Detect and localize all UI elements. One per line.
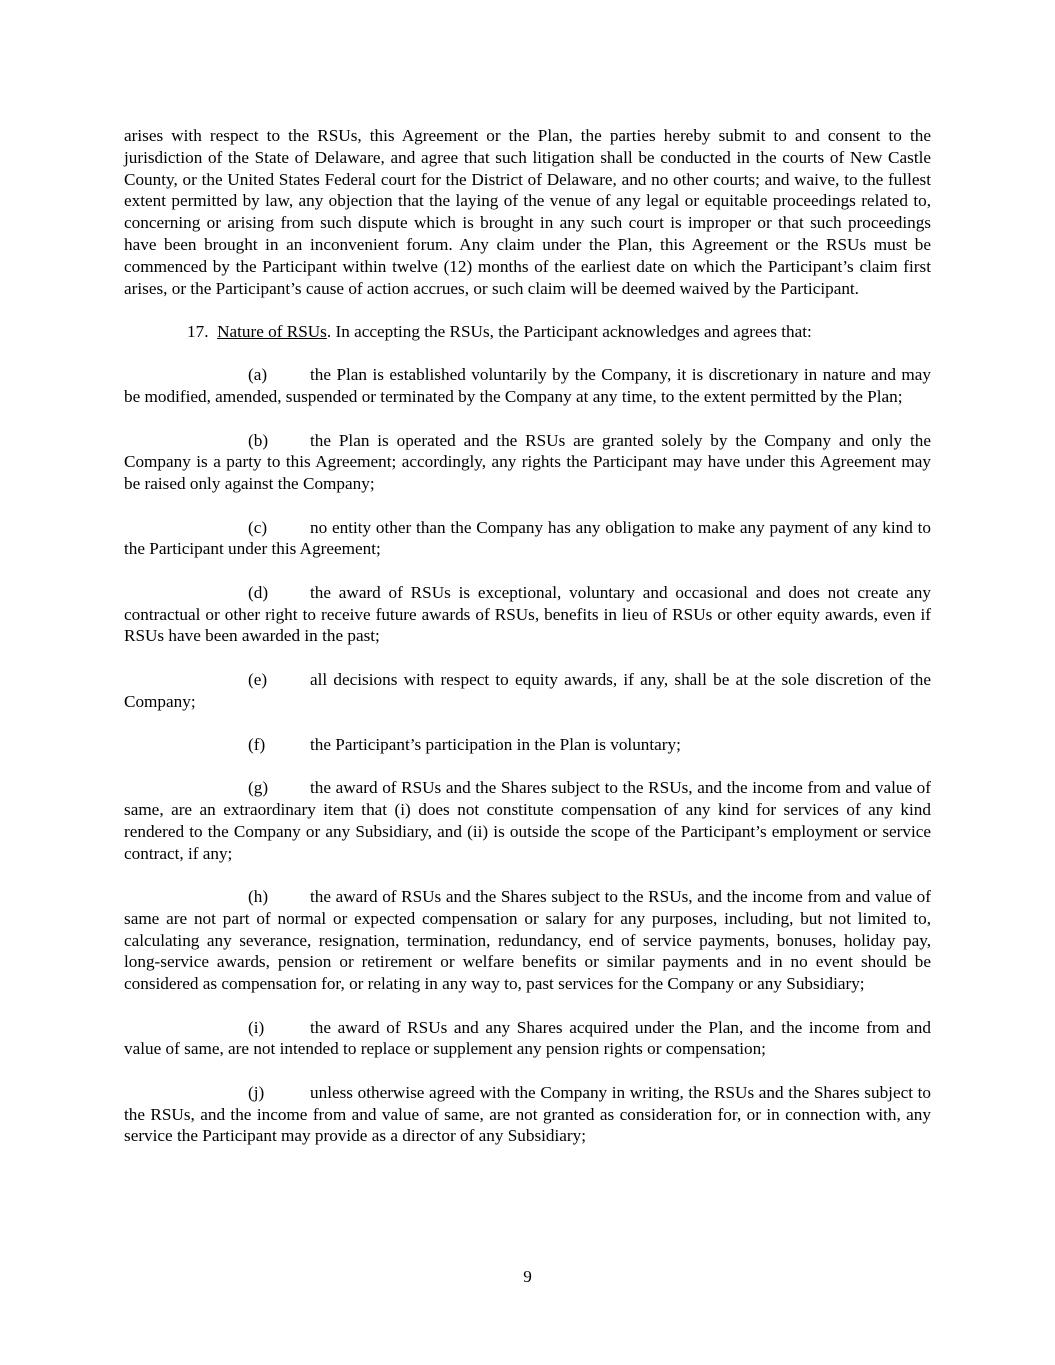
list-item-f: [124, 734, 931, 756]
item-text: the award of RSUs and the Shares subject to the RSUs, and the income from and value of same are not part of normal or expected compensation or salary for any purposes, including, but not limited to, calculating any severance, resignation, termination, redundancy, end of service payments, bonuses, holiday pay, long-service awards, pension or retirement or welfare benefits or similar payments and in no event should be considered as compensation for, or relating in any way to, past services for the Company or any Subsidiary;: [124, 887, 931, 994]
list-item-c: [124, 517, 931, 561]
item-text: unless otherwise agreed with the Company in writing, the RSUs and the Shares subject to the RSUs, and the income from and value of same, are not granted as consideration for, or in connection with, any service the Participant may provide as a director of any Subsidiary;: [124, 1082, 931, 1146]
document-body: [124, 125, 931, 1169]
section-intro: . In accepting the RSUs, the Participant acknowledges and agrees that:: [326, 321, 812, 341]
item-label: (j): [248, 1082, 265, 1102]
item-label: (c): [248, 517, 268, 537]
list-item-g: [124, 777, 931, 864]
list-item-h: [124, 886, 931, 995]
item-text: the Plan is established voluntarily by the Company, it is discretionary in nature and may be modified, amended, suspended or terminated by the Company at any time, to the extent permitted by the Plan;: [124, 365, 931, 407]
item-label: (g): [248, 778, 269, 798]
item-text: the award of RSUs and the Shares subject to the RSUs, and the income from and value of same, are an extraordinary item that (i) does not constitute compensation of any kind for services of any kind rendered to the Company or any Subsidiary, and (ii) is outside the scope of the Participant’s employment or service contract, if any;: [124, 778, 931, 863]
section-number: 17.: [187, 321, 209, 341]
item-text: the award of RSUs is exceptional, voluntary and occasional and does not create any contractual or other right to receive future awards of RSUs, benefits in lieu of RSUs or other equity awards, even if RSUs have been awarded in the past;: [124, 582, 931, 646]
item-text: all decisions with respect to equity awards, if any, shall be at the sole discretion of the Company;: [124, 669, 931, 711]
item-text: the Participant’s participation in the Plan is voluntary;: [310, 734, 681, 754]
list-item-e: [124, 669, 931, 713]
item-label: (e): [248, 669, 268, 689]
list-item-j: [124, 1082, 931, 1147]
item-text: no entity other than the Company has any obligation to make any payment of any kind to the Participant under this Agreement;: [124, 517, 931, 559]
item-label: (h): [248, 887, 269, 907]
list-item-d: [124, 582, 931, 647]
section-17-heading: [124, 321, 931, 343]
item-label: (f): [248, 734, 266, 754]
list-item-i: [124, 1017, 931, 1061]
opening-paragraph: arises with respect to the RSUs, this Agreement or the Plan, the parties hereby submit to and consent to the jurisdiction of the State of Delaware, and agree that such litigation shall be conducted in the courts of New Castle County, or the United States Federal court for the District of Delaware, and no other courts; and waive, to the fullest extent permitted by law, any objection that the laying of the venue of any legal or equitable proceedings related to, concerning or arising from such dispute which is brought in any such court is improper or that such proceedings have been brought in an inconvenient forum. Any claim under the Plan, this Agreement or the RSUs must be commenced by the Participant within twelve (12) months of the earliest date on which the Participant’s claim first arises, or the Participant’s cause of action accrues, or such claim will be deemed waived by the Participant.: [124, 126, 931, 298]
section-title: Nature of RSUs: [217, 321, 327, 341]
item-label: (a): [248, 365, 268, 385]
page-number: 9: [523, 1267, 532, 1286]
item-text: the Plan is operated and the RSUs are granted solely by the Company and only the Company is a party to this Agreement; accordingly, any rights the Participant may have under this Agreement may be raised only against the Company;: [124, 430, 931, 494]
item-text: the award of RSUs and any Shares acquired under the Plan, and the income from and value of same, are not intended to replace or supplement any pension rights or compensation;: [124, 1017, 931, 1059]
item-label: (b): [248, 430, 269, 450]
item-label: (i): [248, 1017, 265, 1037]
list-item-b: [124, 430, 931, 495]
item-label: (d): [248, 582, 269, 602]
list-item-a: [124, 364, 931, 408]
